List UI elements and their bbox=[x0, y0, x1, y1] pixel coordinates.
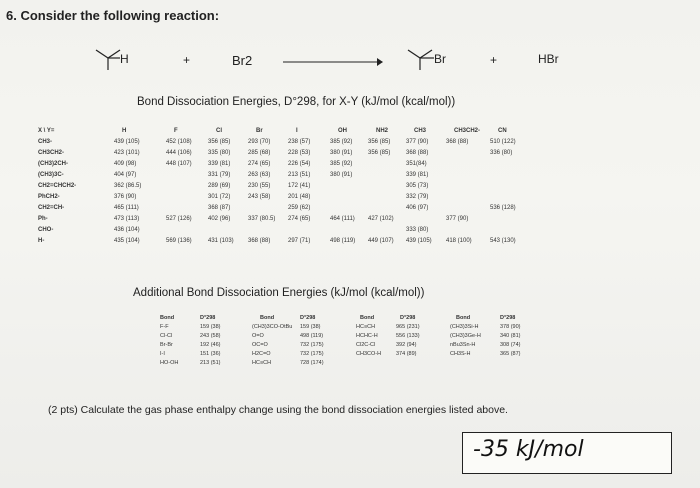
bde-cell: 377 (90) bbox=[446, 216, 469, 222]
bond-value: 308 (74) bbox=[500, 342, 521, 348]
bde-col-header: I bbox=[296, 128, 298, 134]
bde-cell: 368 (88) bbox=[446, 139, 469, 145]
additional-bde-title: Additional Bond Dissociation Energies (kJ/mol (kcal/mol)) bbox=[133, 287, 425, 299]
reactant-br2: Br2 bbox=[232, 53, 253, 68]
bond-label: (CH3)3Ge-H bbox=[450, 333, 481, 339]
bde-cell: 274 (65) bbox=[288, 216, 311, 222]
bond-value: 378 (90) bbox=[500, 324, 521, 330]
bde-cell: 427 (102) bbox=[368, 216, 394, 222]
bde-cell: 385 (92) bbox=[330, 161, 353, 167]
bde-cell: 452 (108) bbox=[166, 139, 192, 145]
bde-row-label: H- bbox=[38, 238, 45, 244]
bde-cell: 301 (72) bbox=[208, 194, 231, 200]
bde-col-header: CH3CH2- bbox=[454, 128, 481, 134]
bond-label: Br-Br bbox=[160, 342, 173, 348]
bde-cell: 536 (128) bbox=[490, 205, 516, 211]
additional-header: D°298 bbox=[500, 315, 516, 321]
plus-sign-1: + bbox=[183, 53, 191, 67]
bde-cell: 368 (87) bbox=[208, 205, 231, 211]
bond-value: 151 (36) bbox=[200, 351, 221, 357]
bond-label: nBu3Sn-H bbox=[450, 342, 476, 348]
bde-cell: 333 (80) bbox=[406, 227, 429, 233]
bond-label: O=O bbox=[252, 333, 264, 339]
bond-value: 159 (38) bbox=[300, 324, 321, 330]
bde-cell: 498 (119) bbox=[330, 238, 356, 244]
bde-cell: 297 (71) bbox=[288, 238, 311, 244]
reaction-scheme bbox=[0, 44, 700, 94]
bde-cell: 331 (79) bbox=[208, 172, 231, 178]
bond-label: HO-OH bbox=[160, 360, 179, 366]
bde-cell: 431 (103) bbox=[208, 238, 234, 244]
bde-cell: 380 (91) bbox=[330, 150, 353, 156]
bond-value: 192 (46) bbox=[200, 342, 221, 348]
bde-col-header: CN bbox=[498, 128, 507, 134]
bde-cell: 368 (88) bbox=[248, 238, 271, 244]
bond-label: HC≡CH bbox=[356, 324, 376, 330]
bde-cell: 274 (65) bbox=[248, 161, 271, 167]
bde-cell: 335 (80) bbox=[208, 150, 231, 156]
additional-header: D°298 bbox=[200, 315, 216, 321]
question-title: 6. Consider the following reaction: bbox=[6, 8, 220, 23]
bde-col-header: F bbox=[174, 128, 178, 134]
reaction-arrow bbox=[283, 56, 383, 68]
bde-cell: 351(84) bbox=[406, 161, 427, 167]
bde-col-header: H bbox=[122, 128, 127, 134]
bond-label: F-F bbox=[160, 324, 169, 330]
bde-row-label: (CH3)2CH- bbox=[38, 161, 68, 167]
bde-cell: 404 (97) bbox=[114, 172, 137, 178]
bde-cell: 449 (107) bbox=[368, 238, 394, 244]
bde-cell: 356 (85) bbox=[208, 139, 231, 145]
bde-cell: 377 (90) bbox=[406, 139, 429, 145]
bde-cell: 362 (86.5) bbox=[114, 183, 142, 189]
bde-cell: 243 (58) bbox=[248, 194, 271, 200]
bde-col-header: Br bbox=[256, 128, 263, 134]
bde-cell: 230 (55) bbox=[248, 183, 271, 189]
bde-cell: 368 (88) bbox=[406, 150, 429, 156]
bde-cell: 289 (69) bbox=[208, 183, 231, 189]
bde-cell: 376 (90) bbox=[114, 194, 137, 200]
bde-table-title: Bond Dissociation Energies, D°298, for X-Y (kJ/mol (kcal/mol)) bbox=[137, 96, 456, 108]
bond-label: (CH3)3CO-OtBu bbox=[252, 324, 293, 330]
bond-label: CH3CO-H bbox=[356, 351, 382, 357]
additional-header: D°298 bbox=[400, 315, 416, 321]
bde-col-header: CH3 bbox=[414, 128, 427, 134]
bde-row-label: (CH3)3C- bbox=[38, 172, 64, 178]
bde-cell: 406 (97) bbox=[406, 205, 429, 211]
bde-cell: 285 (68) bbox=[248, 150, 271, 156]
additional-header: Bond bbox=[456, 315, 471, 321]
bond-value: 498 (119) bbox=[300, 333, 324, 339]
bde-corner-label: X \ Y= bbox=[38, 128, 55, 134]
bde-cell: 263 (63) bbox=[248, 172, 271, 178]
bde-cell: 337 (80.5) bbox=[248, 216, 276, 222]
bond-label: CH3S-H bbox=[450, 351, 471, 357]
bde-cell: 448 (107) bbox=[166, 161, 192, 167]
product1-br-label: Br bbox=[434, 52, 446, 66]
additional-header: D°298 bbox=[300, 315, 316, 321]
bond-label: HCHC-H bbox=[356, 333, 378, 339]
bde-col-header: Cl bbox=[216, 128, 222, 134]
bde-cell: 439 (105) bbox=[406, 238, 432, 244]
bond-value: 732 (175) bbox=[300, 351, 324, 357]
bde-row-label: CH3CH2- bbox=[38, 150, 65, 156]
bond-value: 374 (89) bbox=[396, 351, 417, 357]
bde-row-label: Ph- bbox=[38, 216, 48, 222]
bde-col-header: OH bbox=[338, 128, 347, 134]
tert-butyl-hydride-structure bbox=[90, 44, 140, 74]
bde-cell: 332 (79) bbox=[406, 194, 429, 200]
bde-cell: 436 (104) bbox=[114, 227, 140, 233]
bond-value: 243 (58) bbox=[200, 333, 221, 339]
bde-cell: 172 (41) bbox=[288, 183, 311, 189]
bond-label: H2C=O bbox=[252, 351, 271, 357]
bde-cell: 380 (91) bbox=[330, 172, 353, 178]
bde-cell: 385 (92) bbox=[330, 139, 353, 145]
bde-cell: 527 (126) bbox=[166, 216, 192, 222]
bde-cell: 339 (81) bbox=[208, 161, 231, 167]
bde-cell: 569 (136) bbox=[166, 238, 192, 244]
question-text: (2 pts) Calculate the gas phase enthalpy change using the bond dissociation energies listed above. bbox=[48, 404, 508, 416]
bde-cell: 464 (111) bbox=[330, 216, 355, 222]
bde-cell: 259 (62) bbox=[288, 205, 311, 211]
reactant1-h-label: H bbox=[120, 52, 129, 66]
bde-cell: 409 (98) bbox=[114, 161, 137, 167]
bond-label: OC=O bbox=[252, 342, 268, 348]
bond-label: Cl2C-Cl bbox=[356, 342, 376, 348]
bond-value: 728 (174) bbox=[300, 360, 324, 366]
bde-row-label: CH3- bbox=[38, 139, 53, 145]
bond-label: HC≡CH bbox=[252, 360, 272, 366]
plus-sign-2: + bbox=[490, 53, 498, 67]
bond-label: I-I bbox=[160, 351, 165, 357]
bond-value: 965 (231) bbox=[396, 324, 420, 330]
bde-cell: 226 (54) bbox=[288, 161, 311, 167]
bde-cell: 336 (80) bbox=[490, 150, 513, 156]
product-hbr: HBr bbox=[538, 52, 559, 66]
bond-value: 392 (94) bbox=[396, 342, 417, 348]
bde-cell: 228 (53) bbox=[288, 150, 311, 156]
additional-bde-table bbox=[160, 315, 680, 385]
bond-label: (CH3)3Si-H bbox=[450, 324, 479, 330]
bde-cell: 435 (104) bbox=[114, 238, 140, 244]
bde-cell: 293 (70) bbox=[248, 139, 271, 145]
bde-cell: 439 (105) bbox=[114, 139, 140, 145]
bond-value: 340 (81) bbox=[500, 333, 521, 339]
bde-row-label: CH2=CHCH2- bbox=[38, 183, 77, 189]
bond-value: 213 (51) bbox=[200, 360, 221, 366]
bde-cell: 238 (57) bbox=[288, 139, 311, 145]
bde-cell: 423 (101) bbox=[114, 150, 140, 156]
bde-cell: 201 (48) bbox=[288, 194, 311, 200]
bde-cell: 213 (51) bbox=[288, 172, 311, 178]
bde-cell: 339 (81) bbox=[406, 172, 429, 178]
bde-row-label: CHO- bbox=[38, 227, 54, 233]
bond-value: 159 (38) bbox=[200, 324, 221, 330]
bde-cell: 356 (85) bbox=[368, 150, 391, 156]
bde-row-label: CH2=CH- bbox=[38, 205, 65, 211]
handwritten-answer: -35 kJ/mol bbox=[473, 437, 584, 462]
bde-cell: 473 (113) bbox=[114, 216, 140, 222]
bde-row-label: PhCH2- bbox=[38, 194, 60, 200]
bde-table bbox=[38, 128, 558, 258]
bond-value: 556 (133) bbox=[396, 333, 420, 339]
additional-header: Bond bbox=[160, 315, 175, 321]
bde-cell: 356 (85) bbox=[368, 139, 391, 145]
bde-cell: 418 (100) bbox=[446, 238, 472, 244]
bde-cell: 510 (122) bbox=[490, 139, 516, 145]
bde-col-header: NH2 bbox=[376, 128, 389, 134]
bde-cell: 543 (130) bbox=[490, 238, 516, 244]
bond-value: 732 (175) bbox=[300, 342, 324, 348]
bde-cell: 402 (96) bbox=[208, 216, 231, 222]
answer-box bbox=[462, 432, 672, 474]
additional-header: Bond bbox=[360, 315, 375, 321]
bond-label: Cl-Cl bbox=[160, 333, 173, 339]
bde-cell: 444 (106) bbox=[166, 150, 192, 156]
bde-cell: 305 (73) bbox=[406, 183, 429, 189]
additional-header: Bond bbox=[260, 315, 275, 321]
bond-value: 365 (87) bbox=[500, 351, 521, 357]
bde-cell: 465 (111) bbox=[114, 205, 139, 211]
